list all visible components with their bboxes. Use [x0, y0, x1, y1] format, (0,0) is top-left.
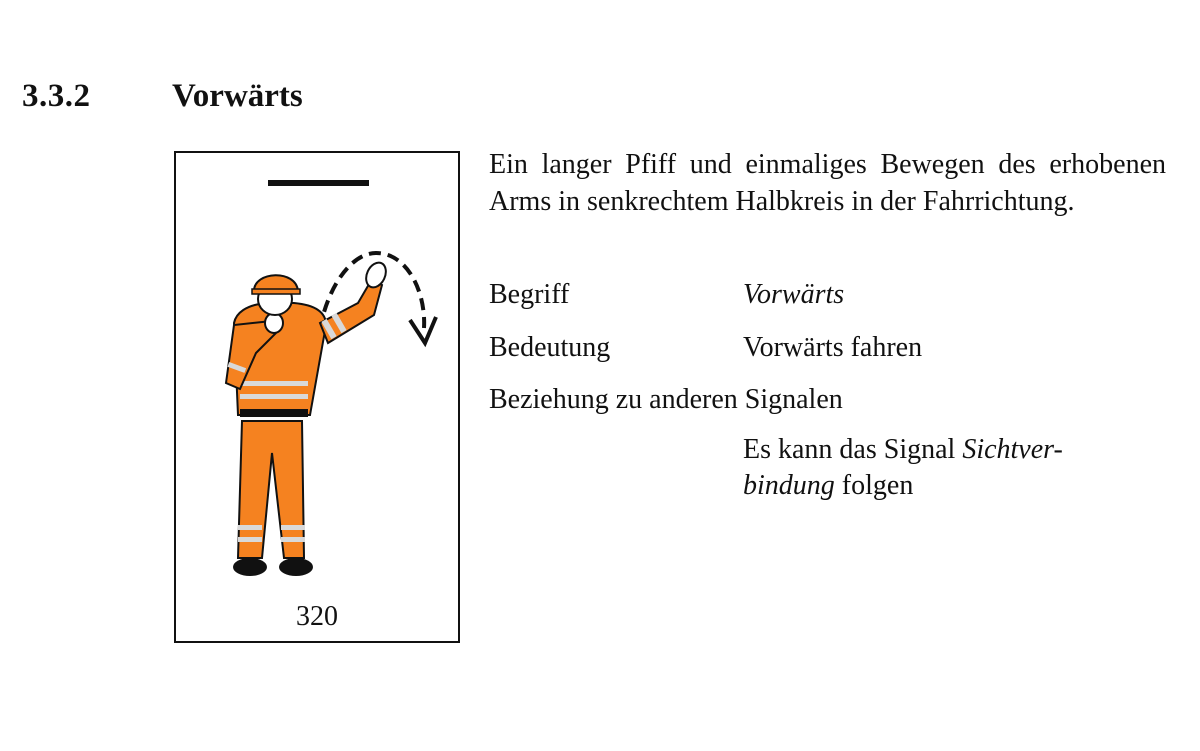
- signal-figure: [174, 151, 460, 643]
- begriff-label: Begriff: [489, 279, 570, 310]
- beziehung-label: Beziehung zu anderen Signalen: [489, 384, 843, 415]
- bedeutung-label: Bedeutung: [489, 332, 611, 363]
- railway-worker-icon: [176, 153, 458, 641]
- section-title: Vorwärts: [172, 78, 303, 114]
- beziehung-signal-part2: bindung: [743, 470, 835, 501]
- signal-description: Ein langer Pfiff und einmaliges Bewegen des erhobenen Arms in senkrechtem Halbkreis in der Fahrrichtung.: [489, 149, 1166, 217]
- begriff-value: Vorwärts: [743, 279, 845, 310]
- beziehung-signal-part1: Sichtver-: [962, 434, 1063, 465]
- beziehung-text: [743, 432, 1143, 504]
- section-number: 3.3.2: [22, 78, 91, 114]
- beziehung-prefix: Es kann das Signal: [743, 434, 963, 465]
- beziehung-suffix: folgen: [834, 470, 914, 501]
- bedeutung-value: Vorwärts fahren: [743, 332, 923, 363]
- figure-number: 320: [296, 601, 338, 632]
- signal-bar-icon: [268, 180, 369, 186]
